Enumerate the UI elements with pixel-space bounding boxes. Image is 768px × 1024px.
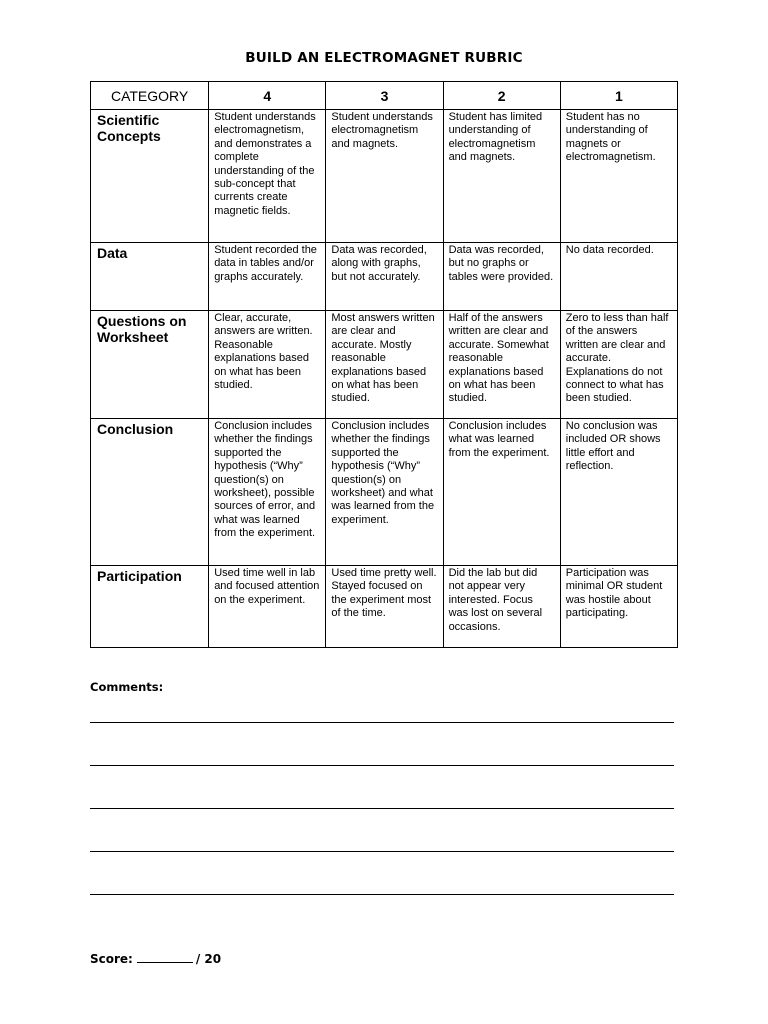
score-blank[interactable] [137, 952, 193, 963]
criteria-cell: Did the lab but did not appear very interested. Focus was lost on several occasions. [443, 566, 560, 648]
header-score-1: 1 [560, 82, 677, 110]
criteria-cell: Used time pretty well. Stayed focused on the experiment most of the time. [326, 566, 443, 648]
rubric-table [90, 81, 678, 648]
page-title: BUILD AN ELECTROMAGNET RUBRIC [245, 50, 523, 66]
criteria-cell: Conclusion includes whether the findings supported the hypothesis (“Why” question(s) on worksheet), possible sources of error, and what was learned from the experiment. [209, 419, 326, 566]
comment-line[interactable] [90, 722, 674, 723]
criteria-cell: Student has no understanding of magnets or electromagnetism. [560, 110, 677, 243]
table-row [91, 243, 678, 311]
criteria-cell: Zero to less than half of the answers written are clear and accurate. Explanations do not connect to what has been studied. [560, 311, 677, 419]
category-label: Data [91, 243, 209, 311]
criteria-cell: Conclusion includes whether the findings supported the hypothesis (“Why” question(s) on worksheet) and what was learned from the experiment. [326, 419, 443, 566]
criteria-cell: No conclusion was included OR shows little effort and reflection. [560, 419, 677, 566]
criteria-cell: Data was recorded, but no graphs or tables were provided. [443, 243, 560, 311]
criteria-cell: No data recorded. [560, 243, 677, 311]
score-total: / 20 [195, 952, 222, 966]
header-row [91, 82, 678, 110]
comment-line[interactable] [90, 765, 674, 766]
comment-line[interactable] [90, 894, 674, 895]
category-label: Scientific Concepts [91, 110, 209, 243]
score-line [90, 952, 221, 966]
score-label: Score: [90, 952, 133, 966]
criteria-cell: Conclusion includes what was learned from the experiment. [443, 419, 560, 566]
criteria-cell: Student understands electromagnetism, and demonstrates a complete understanding of the sub-concept that currents create magnetic fields. [209, 110, 326, 243]
criteria-cell: Clear, accurate, answers are written. Reasonable explanations based on what has been studied. [209, 311, 326, 419]
criteria-cell: Student understands electromagnetism and magnets. [326, 110, 443, 243]
table-row [91, 311, 678, 419]
header-category: CATEGORY [91, 82, 209, 110]
header-score-3: 3 [326, 82, 443, 110]
table-row [91, 110, 678, 243]
criteria-cell: Half of the answers written are clear and accurate. Somewhat reasonable explanations based on what has been studied. [443, 311, 560, 419]
header-score-2: 2 [443, 82, 560, 110]
comment-line[interactable] [90, 851, 674, 852]
category-label: Participation [91, 566, 209, 648]
criteria-cell: Student recorded the data in tables and/or graphs accurately. [209, 243, 326, 311]
comments-label: Comments: [90, 680, 164, 694]
table-row [91, 566, 678, 648]
comment-line[interactable] [90, 808, 674, 809]
table-row [91, 419, 678, 566]
criteria-cell: Used time well in lab and focused attention on the experiment. [209, 566, 326, 648]
criteria-cell: Student has limited understanding of electromagnetism and magnets. [443, 110, 560, 243]
criteria-cell: Most answers written are clear and accurate. Mostly reasonable explanations based on what has been studied. [326, 311, 443, 419]
header-score-4: 4 [209, 82, 326, 110]
criteria-cell: Data was recorded, along with graphs, but not accurately. [326, 243, 443, 311]
criteria-cell: Participation was minimal OR student was hostile about participating. [560, 566, 677, 648]
category-label: Questions on Worksheet [91, 311, 209, 419]
category-label: Conclusion [91, 419, 209, 566]
